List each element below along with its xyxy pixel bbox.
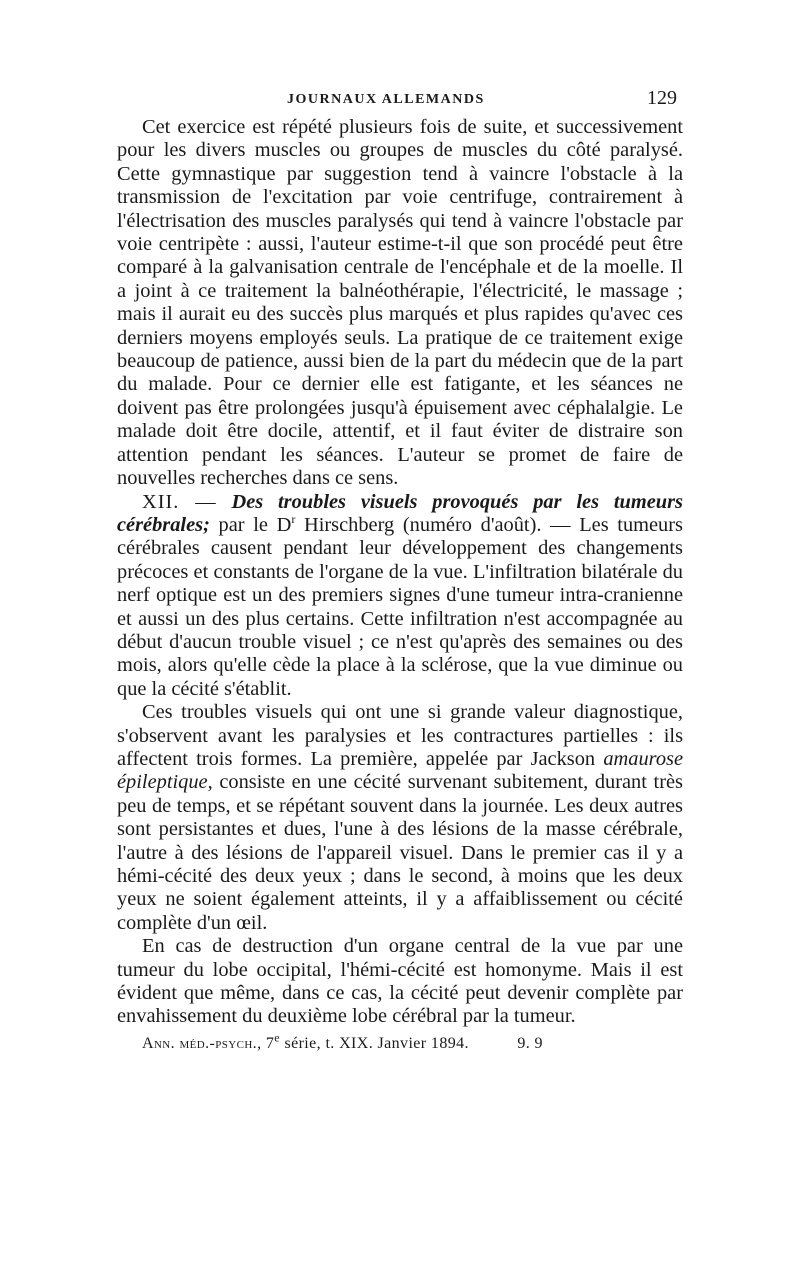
paragraph-3-text-b: consiste en une cécité survenant subitement, durant très peu de temps, et se répétant souvent dans la journée. Les deux autres sont persistantes et dues, l'une à des lésions de la masse cérébrale, l'autre à des lésions de l'appareil visuel. Dans le premier cas il y a hémi-cécité des deux yeux ; dans le second, à moins que les deux yeux ne soient également atteints, il y a affaiblissement ou cécité complète d'un œil. xyxy=(117,771,683,934)
page xyxy=(117,86,683,1053)
paragraph-2 xyxy=(117,491,683,702)
paragraph-3-emphasis: amaurose épileptique, xyxy=(117,747,683,794)
paragraph-4: En cas de destruction d'un organe central de la vue par une tumeur du lobe occipital, l'hémi-cécité est homonyme. Mais il est évident que même, dans ce cas, la cécité peut devenir complète par envahissement du deuxième lobe cérébral par la tumeur. xyxy=(117,935,683,1028)
author-prefix-sup: r xyxy=(291,512,296,527)
author-prefix: par le D xyxy=(218,513,292,536)
footer-journal: Ann. méd.-psych., xyxy=(142,1034,262,1052)
page-number: 129 xyxy=(647,87,677,109)
section-title: Des troubles visuels provoqués par les tumeurs cérébrales; xyxy=(117,490,683,536)
footer-series-sup: e xyxy=(274,1030,281,1045)
paragraph-3 xyxy=(117,701,683,935)
paragraph-2-text: Hirschberg (numéro d'août). — Les tumeurs cérébrales causent pendant leur développement des changements précoces et constants de l'organe de la vue. L'infiltration bilatérale du nerf optique est un des premiers signes d'une tumeur intra-cranienne et aussi un des plus certains. Cette infiltration n'est accompagnée au début d'aucun trouble visuel ; ce n'est qu'après des semaines ou des mois, alors qu'elle cède la place à la sclérose, que la vue diminue ou que la cécité s'établit. xyxy=(117,513,683,700)
paragraph-1: Cet exercice est répété plusieurs fois de suite, et successivement pour les divers muscles ou groupes de muscles du côté paralysé. Cette gymnastique par suggestion tend à vaincre l'obstacle à la transmission de l'excitation par voie centrifuge, contrairement à l'électrisation des muscles paralysés qui tend à vaincre l'obstacle par voie centripète : aussi, l'auteur estime-t-il que son procédé peut être comparé à la galvanisation centrale de l'encéphale et de la moelle. Il a joint à ce traitement la balnéothérapie, l'électricité, le massage ; mais il aurait eu des succès plus marqués et plus rapides qu'avec ces derniers moyens employés seuls. La pratique de ce traitement exige beaucoup de patience, aussi bien de la part du médecin que de la part du malade. Pour ce dernier elle est fatigante, et les séances ne doivent pas être prolongées jusqu'à épuisement avec céphalalgie. Le malade doit être docile, attentif, et il faut éviter de distraire son attention pendant les séances. L'auteur se promet de faire de nouvelles recherches dans ce sens. xyxy=(117,116,683,490)
running-head xyxy=(117,86,683,116)
running-title: JOURNAUX ALLEMANDS xyxy=(287,92,485,107)
footer xyxy=(117,1030,683,1053)
section-number: XII. — xyxy=(142,490,217,513)
paragraph-3-text-a: Ces troubles visuels qui ont une si grande valeur diagnostique, s'observent avant les paralysies et les contractures partielles : ils affectent trois formes. La première, appelée par Jackson xyxy=(117,701,683,770)
body-text xyxy=(117,116,683,1029)
footer-details: série, t. XIX. Janvier 1894. xyxy=(284,1034,469,1052)
footer-signature: 9. 9 xyxy=(517,1034,543,1052)
footer-series: 7 xyxy=(265,1034,275,1052)
